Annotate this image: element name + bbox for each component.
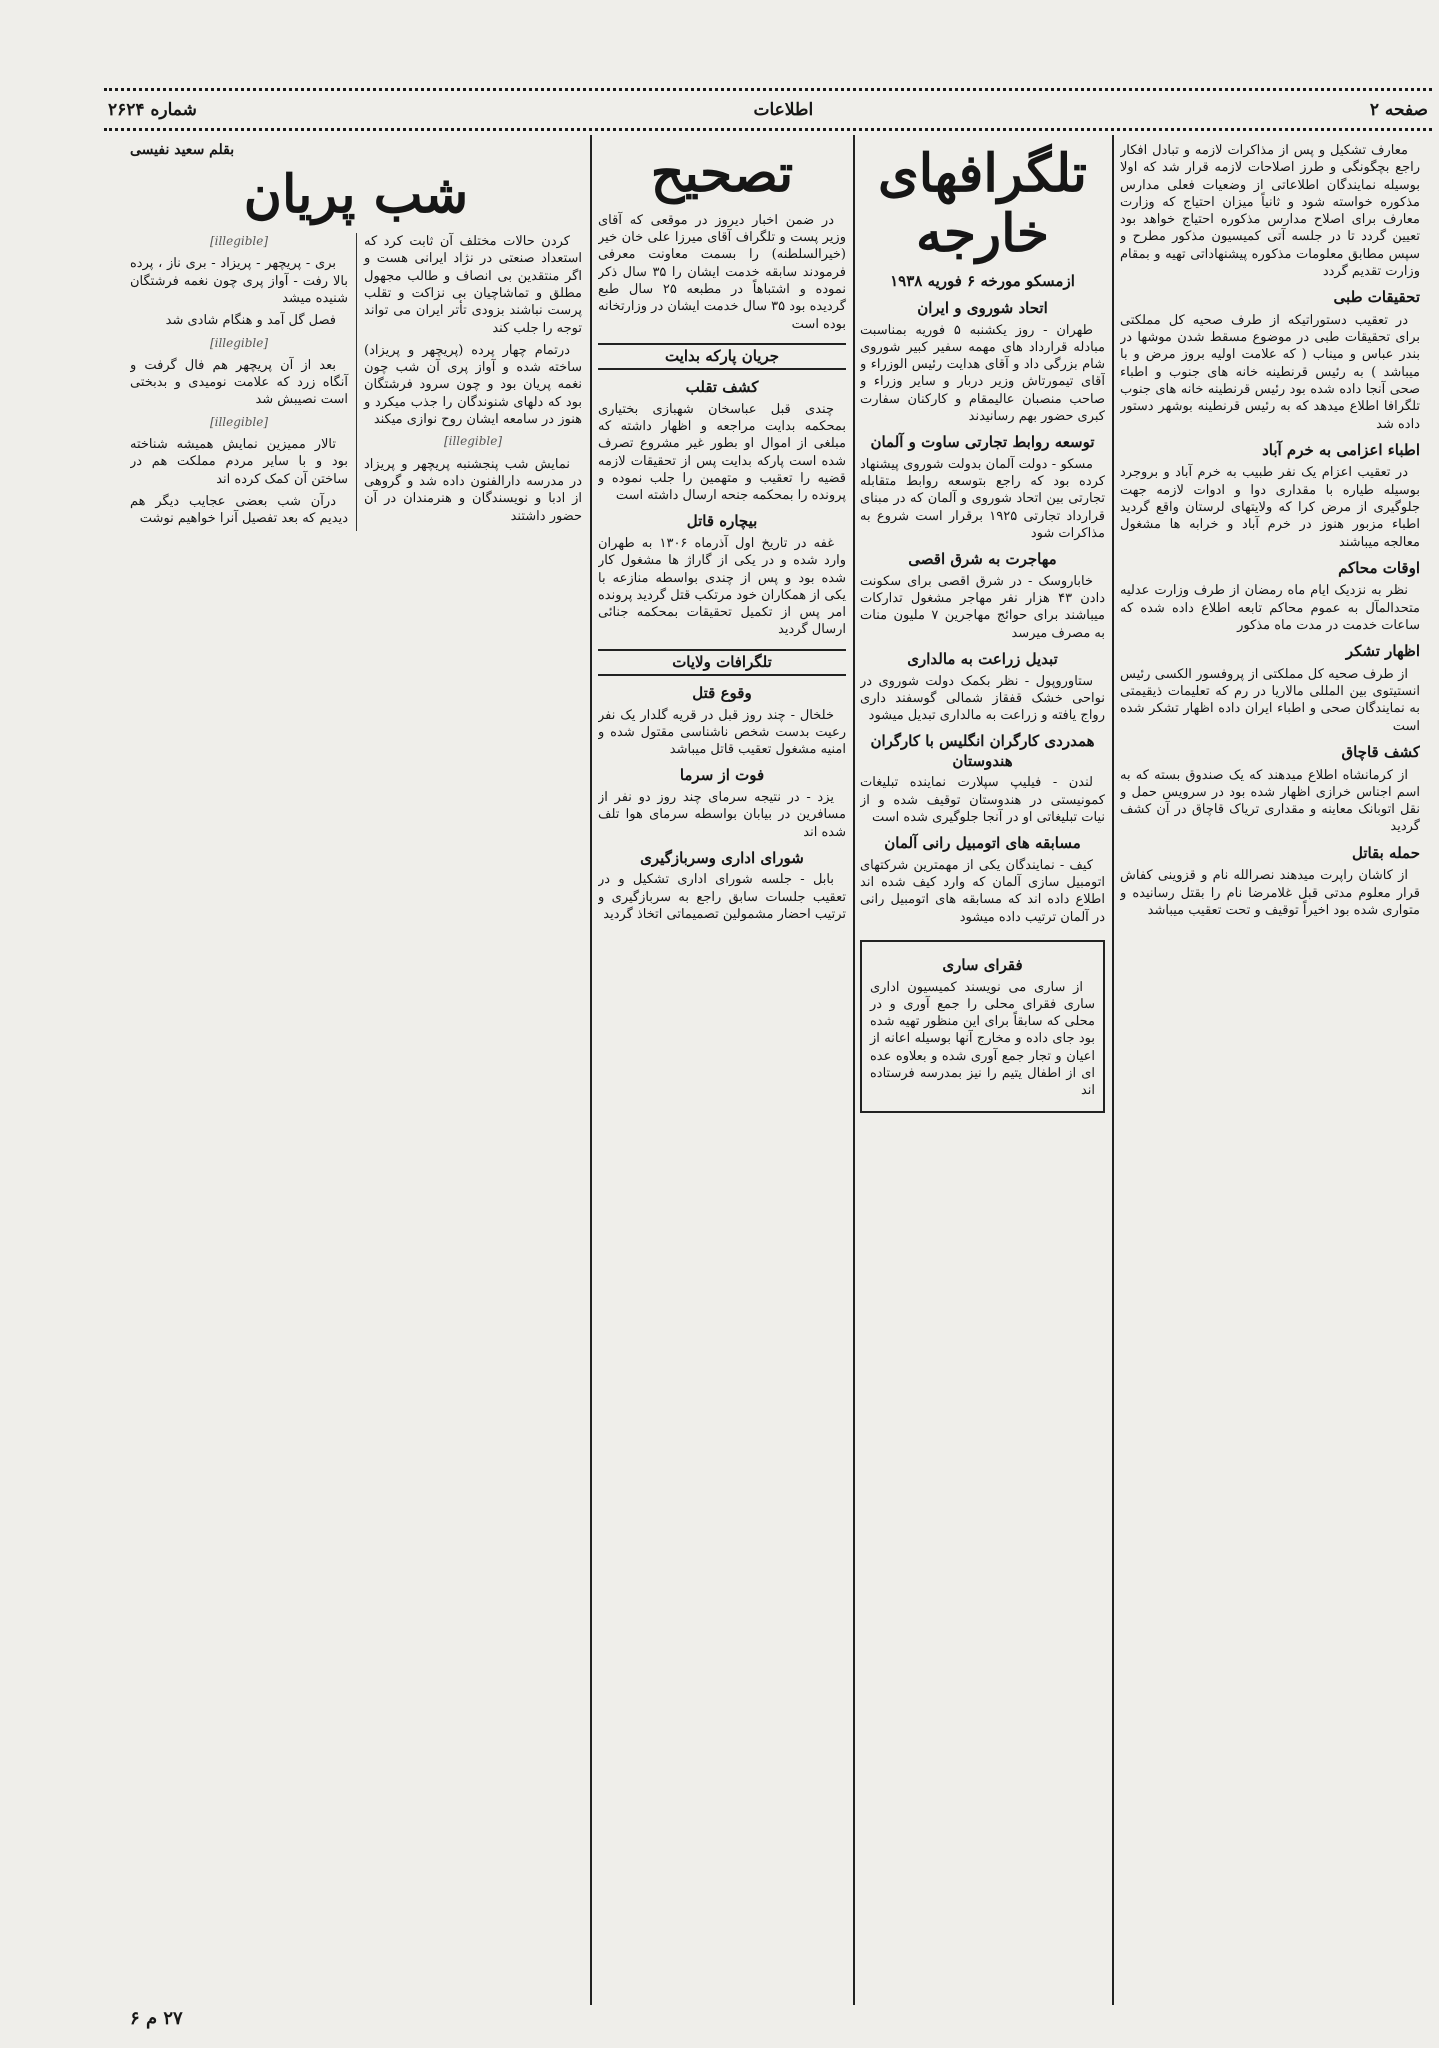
story-paragraph: درتمام چهار پرده (پریچهر و پریزاد) ساخته شده و آواز پری آن شب چون نغمه پریان بود و چون سرود فرشتگان بود که دلهای شنوندگان را جذب میکرد و هنوز در سامعه ایشان روح نوازی میکند bbox=[364, 342, 582, 428]
article-body: در تعقیب دستوراتیکه از طرف صحیه کل مملکتی برای تحقیقات طبی در موضوع مسقط شدن موشها در بندر عباس و میناب ( که علامت اولیه بروز مرض و با میباشد ) به رئیس قرنطینه خانه های جنوب و اطباء صحی آنجا داده شده بود رئیس قرنطینه خانه های جنوب تلگرافا اطلاع میدهد که به رئیس قرنطینه بوشهر دستور داده شد bbox=[1120, 312, 1420, 432]
column-foreign-telegrams bbox=[860, 142, 1105, 1997]
article-heading: اطباء اعزامی به خرم آباد bbox=[1262, 440, 1420, 459]
article-body: لندن - فیلیپ سپلارت نماینده تبلیغات کمونیستی در هندوستان توقیف شده و از نیات تبلیغاتی او در آنجا جلوگیری شده است bbox=[860, 775, 1105, 826]
illegible-passage: [illegible] bbox=[209, 234, 269, 249]
article-heading: تبدیل زراعت به مالداری bbox=[907, 650, 1058, 669]
article-body: غفه در تاریخ اول آذرماه ۱۳۰۶ به طهران وارد شده و در یکی از گاراژ ها مشغول کار شده بود و پس از چندی بواسطه منازعه با یکی از همکاران خود مرتکب قتل گردید پرونده امر پس از تکمیل تحقیقات بمحکمه جنائی ارسال گردید bbox=[598, 535, 846, 638]
illegible-passage: [illegible] bbox=[209, 335, 269, 350]
article-heading: اوقات محاکم bbox=[1338, 558, 1420, 577]
masthead-dotted-rule bbox=[104, 128, 1432, 131]
article-heading: توسعه روابط تجارتی ساوت و آلمان bbox=[870, 433, 1095, 452]
article-body: خلخال - چند روز قبل در قریه گلدار یک نفر رعیت بدست شخص ناشناسی مقتول شده و امنیه مشغول تعقیب قاتل میباشد bbox=[598, 707, 846, 758]
issue-number: شماره ۲۶۲۴ bbox=[108, 100, 197, 120]
column-corrections bbox=[598, 142, 846, 1997]
article-heading: مهاجرت به شرق اقصی bbox=[908, 550, 1057, 569]
article-heading: اتحاد شوروی و ایران bbox=[917, 299, 1048, 318]
provinces-section-heading: تلگرافات ولایات bbox=[598, 649, 846, 676]
column-rule bbox=[590, 135, 592, 2005]
sari-poor-heading: فقرای ساری bbox=[942, 956, 1023, 975]
article-body: کیف - نمایندگان یکی از مهمترین شرکتهای اتومبیل سازی آلمان که وارد کیف شده اند اطلاع داده اند که مسابقه های اتومبیل رانی در آلمان ترتیب داده میشود bbox=[860, 857, 1105, 925]
article-heading: فوت از سرما bbox=[679, 766, 765, 785]
illegible-passage: [illegible] bbox=[443, 434, 503, 449]
article-heading: بیچاره قاتل bbox=[686, 512, 758, 531]
page-number: صفحه ۲ bbox=[1369, 100, 1428, 120]
article-body: طهران - روز یکشنبه ۵ فوریه بمناسبت مبادله قرارداد های مهمه سفیر کبیر شوروی شام بزرگی داد و آقای هدایت رئیس الوزراء و آقای تیمورتاش وزیر دربار و سایر وزراء و صاحب منصبان عالیمقام و کارکنان سفارت کبری حضور بهم رسانیدند bbox=[860, 322, 1105, 425]
commission-report: معارف تشکیل و پس از مذاکرات لازمه و تبادل افکار راجع بچگونگی و طرز اصلاحات لازمه قرار شد که اولا بوسیله نمایندگان اطلاعاتی از وضعیات فعلی مدارس مذکوره خواسته شود و ثانیاً میزان احتیاج که وزارت معارف برای اصلاح مدارس مذکوره احتیاج خواهد بود تعیین گردد تا در جلسه آتی کمیسیون مذکور مطرح و سپس مطابق معلومات مذکوره پیشنهاداتی تهیه و بمقام وزارت تقدیم گردد bbox=[1120, 143, 1420, 280]
masthead bbox=[108, 95, 1428, 125]
article-heading: کشف قاچاق bbox=[1341, 743, 1420, 762]
article-body: بابل - جلسه شورای اداری تشکیل و در تعقیب جلسات سابق راجع به سربازگیری و ترتیب احضار مشمولین تصمیماتی اتخاذ گردید bbox=[598, 872, 846, 922]
column-rule bbox=[1112, 135, 1114, 2005]
correction-body: در ضمن اخبار دیروز در موقعی که آقای وزیر پست و تلگراف آقای میرزا علی خان خیر (خیرالسلطنه) را بسمت معاونت معرفی فرمودند سابقه خدمت ایشان را ۳۵ سال ذکر نموده و اشتباهاً در مطبعه ۲۵ سال طبع گردیده بود ۳۵ سال خدمت ایشان در وزارتخانه بوده است bbox=[598, 212, 846, 332]
column-rule bbox=[853, 135, 855, 2005]
article-heading: کشف تقلب bbox=[685, 378, 759, 397]
story-paragraphs bbox=[130, 233, 582, 531]
article-body: از طرف صحیه کل مملکتی از پروفسور الکسی رئیس انستیتوی بین المللی مالاریا در رم که تعلیمات ذیقیمتی به نمایندگان صحی و اطباء ایران داده اظهار تشکر شده است bbox=[1120, 666, 1420, 734]
article-heading: مسابقه های اتومبیل رانی آلمان bbox=[884, 834, 1081, 853]
story-paragraph: کردن حالات مختلف آن ثابت کرد که استعداد صنعتی در نژاد ایرانی هست و اگر منتقدین بی انصاف و طالب مجهول مطلق و تماشاچیان بی نزاکت و تقلب پرست نباشند بزودی تأتر ایران می تواند توجه را جلب کند bbox=[364, 234, 582, 336]
foreign-telegrams-title: تلگرافهای خارجه bbox=[878, 143, 1087, 264]
top-dotted-rule bbox=[104, 88, 1432, 91]
story-paragraph: نمایش شب پنجشنبه پریچهر و پریزاد در مدرسه دارالفنون داده شد و گروهی از ادبا و نویسندگان و هنرمندان در آن حضور داشتند bbox=[364, 456, 582, 524]
story-paragraph: درآن شب بعضی عجایب دیگر هم دیدیم که بعد تفصیل آنرا خواهیم نوشت bbox=[130, 493, 348, 527]
court-section-heading: جریان پارکه بدایت bbox=[598, 343, 846, 370]
article-body: از کاشان راپرت میدهند نصرالله نام و قزوینی کفاش قرار معلوم مدتی قبل غلامرضا نام را بقتل رسانیده و متواری شده بود اخیراً توقیف و تحت تعقیب میباشد bbox=[1120, 868, 1420, 918]
article-heading: اظهار تشکر bbox=[1345, 642, 1420, 661]
article-heading: همدردی کارگران انگلیس با کارگران هندوستان bbox=[870, 732, 1095, 770]
foreign-articles bbox=[860, 299, 1105, 926]
article-body: خاباروسک - در شرق اقصی برای سکونت دادن ۴۳ هزار نفر مهاجر مشغول تدارکات میباشند برای حوائج مهاجرین ۷ ملیون منات به مصرف میرسد bbox=[860, 573, 1105, 641]
province-articles bbox=[598, 684, 846, 923]
footer-folio: ۲۷ م ۶ bbox=[130, 2008, 183, 2029]
sari-poor-box bbox=[860, 940, 1105, 1113]
court-articles bbox=[598, 378, 846, 639]
article-body: مسکو - دولت آلمان بدولت شوروی پیشنهاد کرده بود که راجع بتوسعه روابط متقابله تجارتی بین اتحاد شوروی و آلمان که در مبنای قرارداد تجارتی ۱۹۲۵ برقرار است شروع به مذاکرات شود bbox=[860, 456, 1105, 542]
column-serial-story bbox=[130, 142, 582, 1997]
correction-title: تصحیح bbox=[650, 143, 794, 204]
article-body: نظر به نزدیک ایام ماه رمضان از طرف وزارت عدلیه متحدالمآل به عموم محاکم تابعه اطلاع داده شده که ساعات خدمت در مدت ماه مذکور bbox=[1120, 583, 1420, 634]
article-body: از کرمانشاه اطلاع میدهند که یک صندوق بسته که به اسم اجناس خرازی اظهار شده بود در سرویس حمل و نقل اتوبانک معاینه و مقداری تریاک قاچاق در آن کشف گردید bbox=[1120, 767, 1420, 835]
story-paragraph: بعد از آن پریچهر هم فال گرفت و آنگاه زرد که علامت نومیدی و بدبختی است نصیبش شد bbox=[130, 357, 348, 408]
article-heading: وقوع قتل bbox=[692, 684, 752, 703]
article-body: چندی قبل عباسخان شهبازی بختیاری بمحکمه بدایت مراجعه و اظهار داشته که مبلغی از اموال او بطور غیر مشروع تصرف شده است پارکه بدایت پس از تحقیقات لازمه قضیه را تعقیب و متهمین را جلب نموده و پرونده را بمحکمه جنحه ارسال داشته است bbox=[598, 401, 846, 504]
story-paragraph: فصل گل آمد و هنگام شادی شد bbox=[165, 313, 336, 329]
article-body: ستاوروپول - نظر بکمک دولت شوروی در نواحی خشک قفقاز شمالی گوسفند داری رواج یافته و زراعت به مالداری تبدیل میشود bbox=[860, 673, 1105, 724]
article-heading: تحقیقات طبی bbox=[1333, 288, 1420, 307]
article-heading: شورای اداری وسربازگیری bbox=[640, 848, 804, 867]
article-body: در تعقیب اعزام یک نفر طبیب به خرم آباد و بروجرد بوسیله طیاره با مقداری دوا و ادوات لازمه جهت جلوگیری از مرض کرا که ولایتهای لرستان واقع گردید اطباء مزبور هنوز در خرم آباد و خرابه ها مشغول معالجه میباشند bbox=[1120, 465, 1420, 550]
article-body: یزد - در نتیجه سرمای چند روز دو نفر از مسافرین در بیابان بواسطه سرمای هوا تلف شده اند bbox=[598, 789, 846, 840]
story-title: شب پریان bbox=[243, 164, 469, 226]
story-paragraph: تالار ممیزین نمایش همیشه شناخته بود و با سایر مردم مملکت هم در ساختن آن کمک کرده اند bbox=[130, 437, 348, 487]
column-domestic-news bbox=[1120, 142, 1420, 1997]
author-byline: بقلم سعید نفیسی bbox=[130, 142, 235, 158]
domestic-articles bbox=[1120, 288, 1420, 919]
story-paragraph: بری - پریچهر - پریزاد - بری ناز ، پرده بالا رفت - آواز پری چون نغمه فرشتگان شنیده میشد bbox=[130, 256, 348, 306]
newspaper-title: اطلاعات bbox=[753, 100, 814, 120]
article-heading: حمله بقاتل bbox=[1351, 843, 1420, 862]
illegible-passage: [illegible] bbox=[209, 414, 269, 429]
dateline: ازمسکو مورخه ۶ فوریه ۱۹۳۸ bbox=[890, 271, 1075, 290]
sari-poor-body: از ساری می نویسند کمیسیون اداری ساری فقرای محلی را جمع آوری و در محلی که سابقاً برای این منظور تهیه شده بود جای داده و مخارج آنها بوسیله اعانه از اعیان و تجار جمع آوری شده و بعلاوه عده ای از اطفال یتیم را نیز بمدرسه فرستاده اند bbox=[870, 979, 1095, 1099]
